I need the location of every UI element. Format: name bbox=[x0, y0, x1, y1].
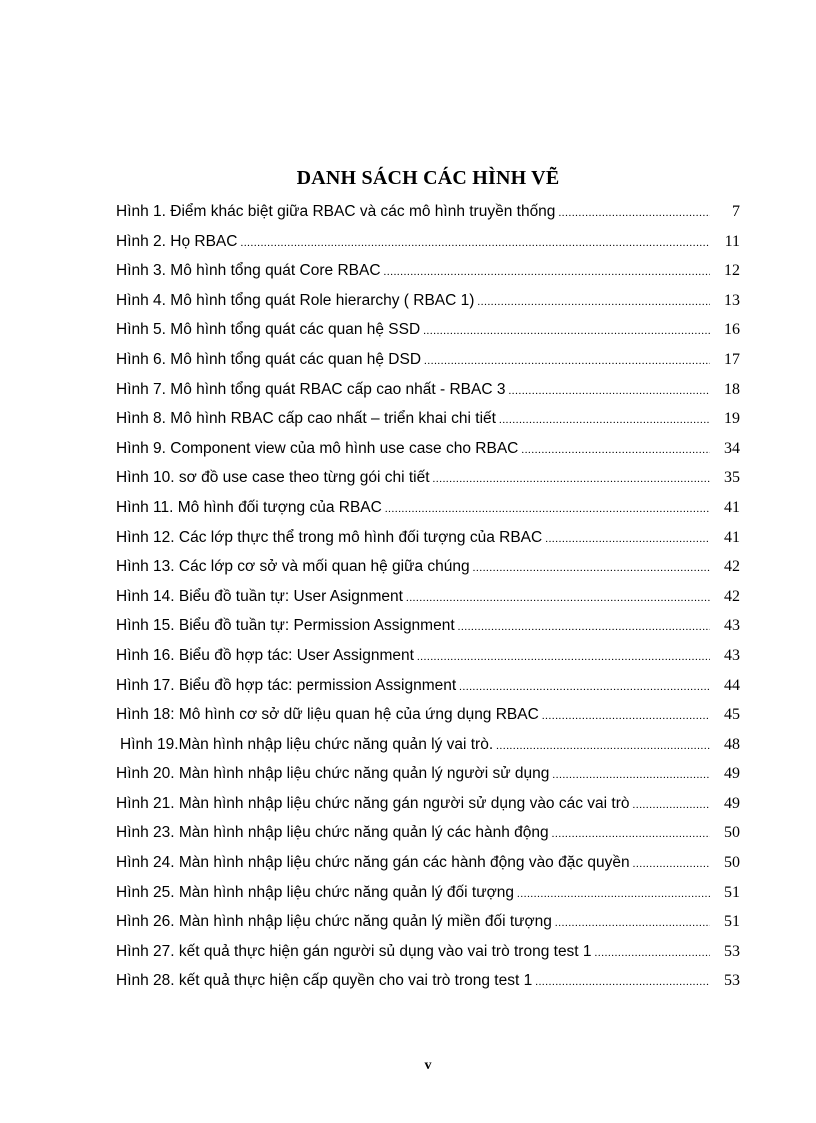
figure-entry[interactable] bbox=[116, 907, 740, 937]
figure-entry[interactable] bbox=[116, 671, 740, 701]
figure-entry[interactable] bbox=[116, 286, 740, 316]
figure-entry[interactable] bbox=[116, 700, 740, 730]
figure-entry-label: Hình 25. Màn hình nhập liệu chức năng quản lý đối tượng bbox=[116, 883, 515, 901]
figure-entry[interactable] bbox=[116, 523, 740, 553]
figure-entry-page-number: 19 bbox=[724, 410, 740, 428]
figure-entry-label: Hình 9. Component view của mô hình use case cho RBAC bbox=[116, 439, 519, 457]
figure-entry[interactable] bbox=[116, 582, 740, 612]
figure-entry-label: Hình 28. kết quả thực hiện cấp quyền cho vai trò trong test 1 bbox=[116, 972, 533, 990]
dot-leader bbox=[473, 554, 710, 584]
figure-entry-page-number: 51 bbox=[724, 883, 740, 901]
figure-entry-page-number: 43 bbox=[724, 646, 740, 664]
figure-entry-label: Hình 5. Mô hình tổng quát các quan hệ SSD bbox=[116, 321, 421, 339]
figure-entry[interactable] bbox=[116, 375, 740, 405]
figure-entry-page-number: 42 bbox=[724, 558, 740, 576]
figure-entry-label: Hình 17. Biểu đồ hợp tác: permission Assignment bbox=[116, 676, 457, 694]
page-number-footer: v bbox=[424, 1058, 432, 1073]
dot-leader bbox=[433, 465, 710, 495]
figure-entry[interactable] bbox=[116, 463, 740, 493]
figure-entry[interactable] bbox=[116, 493, 740, 523]
dot-leader bbox=[423, 317, 710, 347]
dot-leader bbox=[552, 820, 710, 850]
figure-entry-label: Hình 1. Điểm khác biệt giữa RBAC và các mô hình truyền thống bbox=[116, 203, 556, 220]
figure-entry-page-number: 41 bbox=[724, 498, 740, 516]
dot-leader bbox=[535, 968, 710, 998]
dot-leader bbox=[517, 880, 710, 910]
figure-entry-label: Hình 13. Các lớp cơ sở và mối quan hệ giữa chúng bbox=[116, 558, 470, 576]
figure-entry-label: Hình 11. Mô hình đối tượng của RBAC bbox=[116, 498, 382, 516]
figure-entry-label: Hình 10. sơ đồ use case theo từng gói chi tiết bbox=[116, 469, 430, 487]
figure-entry[interactable] bbox=[116, 878, 740, 908]
dot-leader bbox=[424, 347, 710, 377]
figure-entry-page-number: 43 bbox=[724, 617, 740, 635]
figure-entry[interactable] bbox=[116, 197, 740, 227]
figure-entry-page-number: 53 bbox=[724, 942, 740, 960]
figure-entry-page-number: 34 bbox=[724, 439, 740, 457]
figure-entry[interactable] bbox=[116, 256, 740, 286]
dot-leader bbox=[458, 613, 710, 643]
figure-entry[interactable] bbox=[116, 848, 740, 878]
figure-entry-page-number: 17 bbox=[724, 350, 740, 368]
figure-entry-label: Hình 24. Màn hình nhập liệu chức năng gán các hành động vào đặc quyền bbox=[116, 854, 630, 872]
dot-leader bbox=[633, 850, 710, 880]
dot-leader bbox=[406, 584, 710, 614]
figure-entry-label: Hình 27. kết quả thực hiện gán người sủ dụng vào vai trò trong test 1 bbox=[116, 942, 592, 960]
figure-entry-label: Hình 19.Màn hình nhập liệu chức năng quản lý vai trò. bbox=[120, 735, 494, 753]
figure-entry[interactable] bbox=[116, 937, 740, 967]
figure-entry-label: Hình 12. Các lớp thực thể trong mô hình đối tượng của RBAC bbox=[116, 528, 543, 546]
figure-entry[interactable] bbox=[116, 818, 740, 848]
figure-entry-page-number: 13 bbox=[724, 291, 740, 309]
dot-leader bbox=[385, 495, 710, 525]
figure-entry-label: Hình 8. Mô hình RBAC cấp cao nhất – triển khai chi tiết bbox=[116, 410, 496, 428]
figure-entry[interactable] bbox=[116, 730, 740, 760]
figure-entry[interactable] bbox=[116, 759, 740, 789]
figure-entry-page-number: 45 bbox=[724, 706, 740, 724]
figure-entry-label: Hình 4. Mô hình tổng quát Role hierarchy ( RBAC 1) bbox=[116, 291, 475, 309]
figure-entry-label: Hình 6. Mô hình tổng quát các quan hệ DSD bbox=[116, 350, 422, 368]
figure-entry-label: Hình 23. Màn hình nhập liệu chức năng quản lý các hành động bbox=[116, 824, 549, 842]
figure-entry[interactable] bbox=[116, 966, 740, 996]
figure-entry-page-number: 11 bbox=[724, 232, 740, 250]
figure-entry[interactable] bbox=[116, 641, 740, 671]
figure-entry[interactable] bbox=[116, 315, 740, 345]
dot-leader bbox=[555, 909, 710, 939]
figure-entry[interactable] bbox=[116, 552, 740, 582]
figure-entry-page-number: 41 bbox=[724, 528, 740, 546]
figure-entry-page-number: 16 bbox=[724, 321, 740, 339]
dot-leader bbox=[496, 732, 710, 762]
figure-entry-page-number: 48 bbox=[724, 735, 740, 753]
dot-leader bbox=[521, 436, 710, 466]
figure-entry-label: Hình 16. Biểu đồ hợp tác: User Assignment bbox=[116, 646, 414, 664]
figure-entry-label: Hình 3. Mô hình tổng quát Core RBAC bbox=[116, 262, 381, 280]
figure-entry-page-number: 49 bbox=[724, 765, 740, 783]
figure-entry-page-number: 18 bbox=[724, 380, 740, 398]
dot-leader bbox=[499, 406, 710, 436]
dot-leader bbox=[459, 673, 710, 703]
figure-entry[interactable] bbox=[116, 611, 740, 641]
figure-entry-label: Hình 14. Biểu đồ tuần tự: User Asignment bbox=[116, 587, 403, 605]
figure-entry-page-number: 12 bbox=[724, 262, 740, 280]
figure-entry-page-number: 44 bbox=[724, 676, 740, 694]
dot-leader bbox=[633, 791, 711, 821]
figure-entry-label: Hình 18: Mô hình cơ sở dữ liệu quan hệ của ứng dụng RBAC bbox=[116, 706, 539, 724]
dot-leader bbox=[545, 525, 710, 555]
figure-entry[interactable] bbox=[116, 227, 740, 257]
figure-entry[interactable] bbox=[116, 434, 740, 464]
figure-entry-label: Hình 7. Mô hình tổng quát RBAC cấp cao nhất - RBAC 3 bbox=[116, 380, 506, 398]
figure-entry-label: Hình 20. Màn hình nhập liệu chức năng quản lý người sử dụng bbox=[116, 765, 550, 783]
figure-entry-page-number: 53 bbox=[724, 972, 740, 990]
dot-leader bbox=[508, 377, 710, 407]
figure-list bbox=[116, 197, 740, 996]
figure-entry-page-number: 50 bbox=[724, 854, 740, 872]
figure-entry[interactable] bbox=[116, 404, 740, 434]
dot-leader bbox=[477, 288, 710, 318]
page-title: DANH SÁCH CÁC HÌNH VẼ bbox=[296, 167, 560, 189]
dot-leader bbox=[542, 702, 710, 732]
dot-leader bbox=[240, 229, 710, 259]
figure-entry-label: Hình 2. Họ RBAC bbox=[116, 232, 238, 250]
figure-entry-label: Hình 15. Biểu đồ tuần tự: Permission Assignment bbox=[116, 617, 455, 635]
dot-leader bbox=[558, 199, 710, 229]
figure-entry-page-number: 42 bbox=[724, 587, 740, 605]
figure-entry-page-number: 50 bbox=[724, 824, 740, 842]
figure-entry-page-number: 51 bbox=[724, 913, 740, 931]
figure-entry-label: Hình 26. Màn hình nhập liệu chức năng quản lý miền đối tượng bbox=[116, 913, 552, 931]
dot-leader bbox=[417, 643, 710, 673]
figure-entry[interactable] bbox=[116, 345, 740, 375]
dot-leader bbox=[384, 258, 710, 288]
figure-entry-page-number: 49 bbox=[724, 794, 740, 812]
figure-entry-page-number: 7 bbox=[732, 203, 740, 220]
dot-leader bbox=[552, 761, 710, 791]
figure-entry-label: Hình 21. Màn hình nhập liệu chức năng gán người sử dụng vào các vai trò bbox=[116, 794, 630, 812]
figure-entry[interactable] bbox=[116, 789, 740, 819]
dot-leader bbox=[595, 939, 710, 969]
figure-entry-page-number: 35 bbox=[724, 469, 740, 487]
